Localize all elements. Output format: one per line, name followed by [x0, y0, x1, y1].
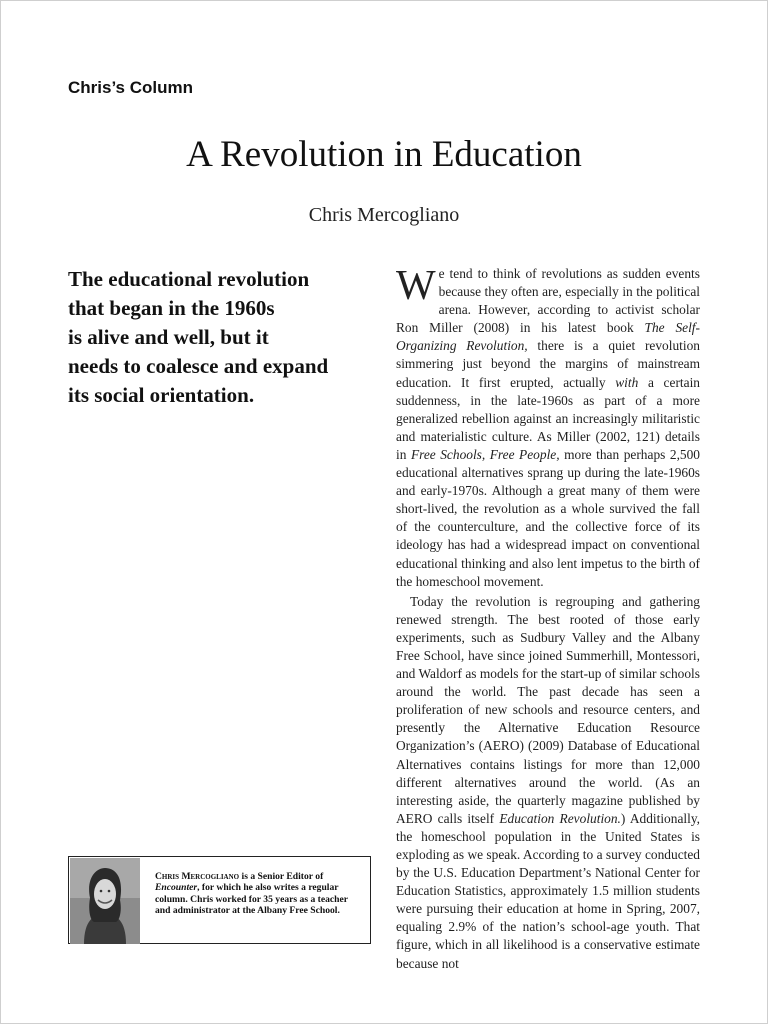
drop-cap: W: [396, 263, 436, 309]
pull-quote-line: needs to coalesce and expand: [68, 354, 329, 378]
body-text: there is a quiet revolution simmering just beyond the margins of mainstream education. It first erupted, actually: [396, 338, 700, 390]
emphasis-with: with: [615, 374, 639, 390]
author-bio-box: [68, 856, 371, 944]
magazine-title: Education Revolution.: [499, 810, 621, 826]
author-portrait-image: [70, 858, 140, 944]
body-text: e tend to think of revolutions as sudden events because they often are, especially in the political arena. However, according to activist scholar Ron Miller (2008) in his latest book: [396, 266, 700, 336]
body-text: a certain suddenness, in the late-1960s as part of a more generalized rebellion against an increasingly militaristic and materialistic culture. As Miller (2002, 121) details in: [396, 374, 700, 462]
pull-quote: [68, 265, 368, 410]
body-paragraph-1: [396, 265, 700, 591]
book-title-free-schools: Free Schools, Free People,: [410, 446, 560, 462]
book-title-self-organizing: The Self-Organizing Revolution,: [396, 320, 700, 354]
column-label: Chris’s Column: [68, 78, 193, 97]
pull-quote-line: its social orientation.: [68, 383, 255, 407]
body-text: ) Additionally, the homeschool population in the United States is exploding as we speak. According to a survey conducted by the U.S. Education Department’s National Center for Education Statistics, approximately 1.5 million students were pursuing their education at home in Spring, 2007, equaling 2.9% of the nation’s school-age youth. That figure, which in all likelihood is a conservative estimate because not: [396, 810, 700, 971]
pull-quote-line: The educational revolution: [68, 267, 310, 291]
bio-journal-title: Encounter: [155, 882, 198, 894]
author-bio: [155, 871, 365, 917]
bio-name: Chris Mercogliano: [155, 871, 240, 882]
pull-quote-line: is alive and well, but it: [68, 325, 269, 349]
pull-quote-line: that began in the 1960s: [68, 296, 275, 320]
author-photo: [70, 858, 140, 944]
article-title: A Revolution in Education: [186, 134, 582, 175]
body-paragraph-2: [396, 593, 700, 973]
body-text: more than perhaps 2,500 educational alternatives sprang up during the late-1960s and early-1970s. Although a great many of them were short-lived, the revolution as a whole survived the fall of the counterculture, and the collective force of its ideology has had a widespread impact on conventional educational thinking and also lent impetus to the birth of the homeschool movement.: [396, 446, 701, 589]
bio-text: is a Senior Editor of: [239, 871, 324, 882]
body-text: Today the revolution is regrouping and gathering renewed strength. The best rooted of those early experiments, such as Sudbury Valley and the Albany Free School, have since joined Summerhill, Montessori, and Waldorf as models for the start-up of similar schools around the world. The past decade has seen a proliferation of new schools and resource centers, and presently the Alternative Education Resource Organization’s (AERO) (2009) Database of Educational Alternatives contains listings for more than 12,000 different alternatives around the world. (As an interesting aside, the quarterly magazine published by AERO calls itself: [396, 593, 700, 826]
article-body: [396, 265, 700, 973]
article-author: Chris Mercogliano: [308, 204, 460, 226]
bio-text: , for which he also writes a regular column. Chris worked for 35 years as a teacher and administrator at the Albany Free School.: [155, 882, 348, 917]
